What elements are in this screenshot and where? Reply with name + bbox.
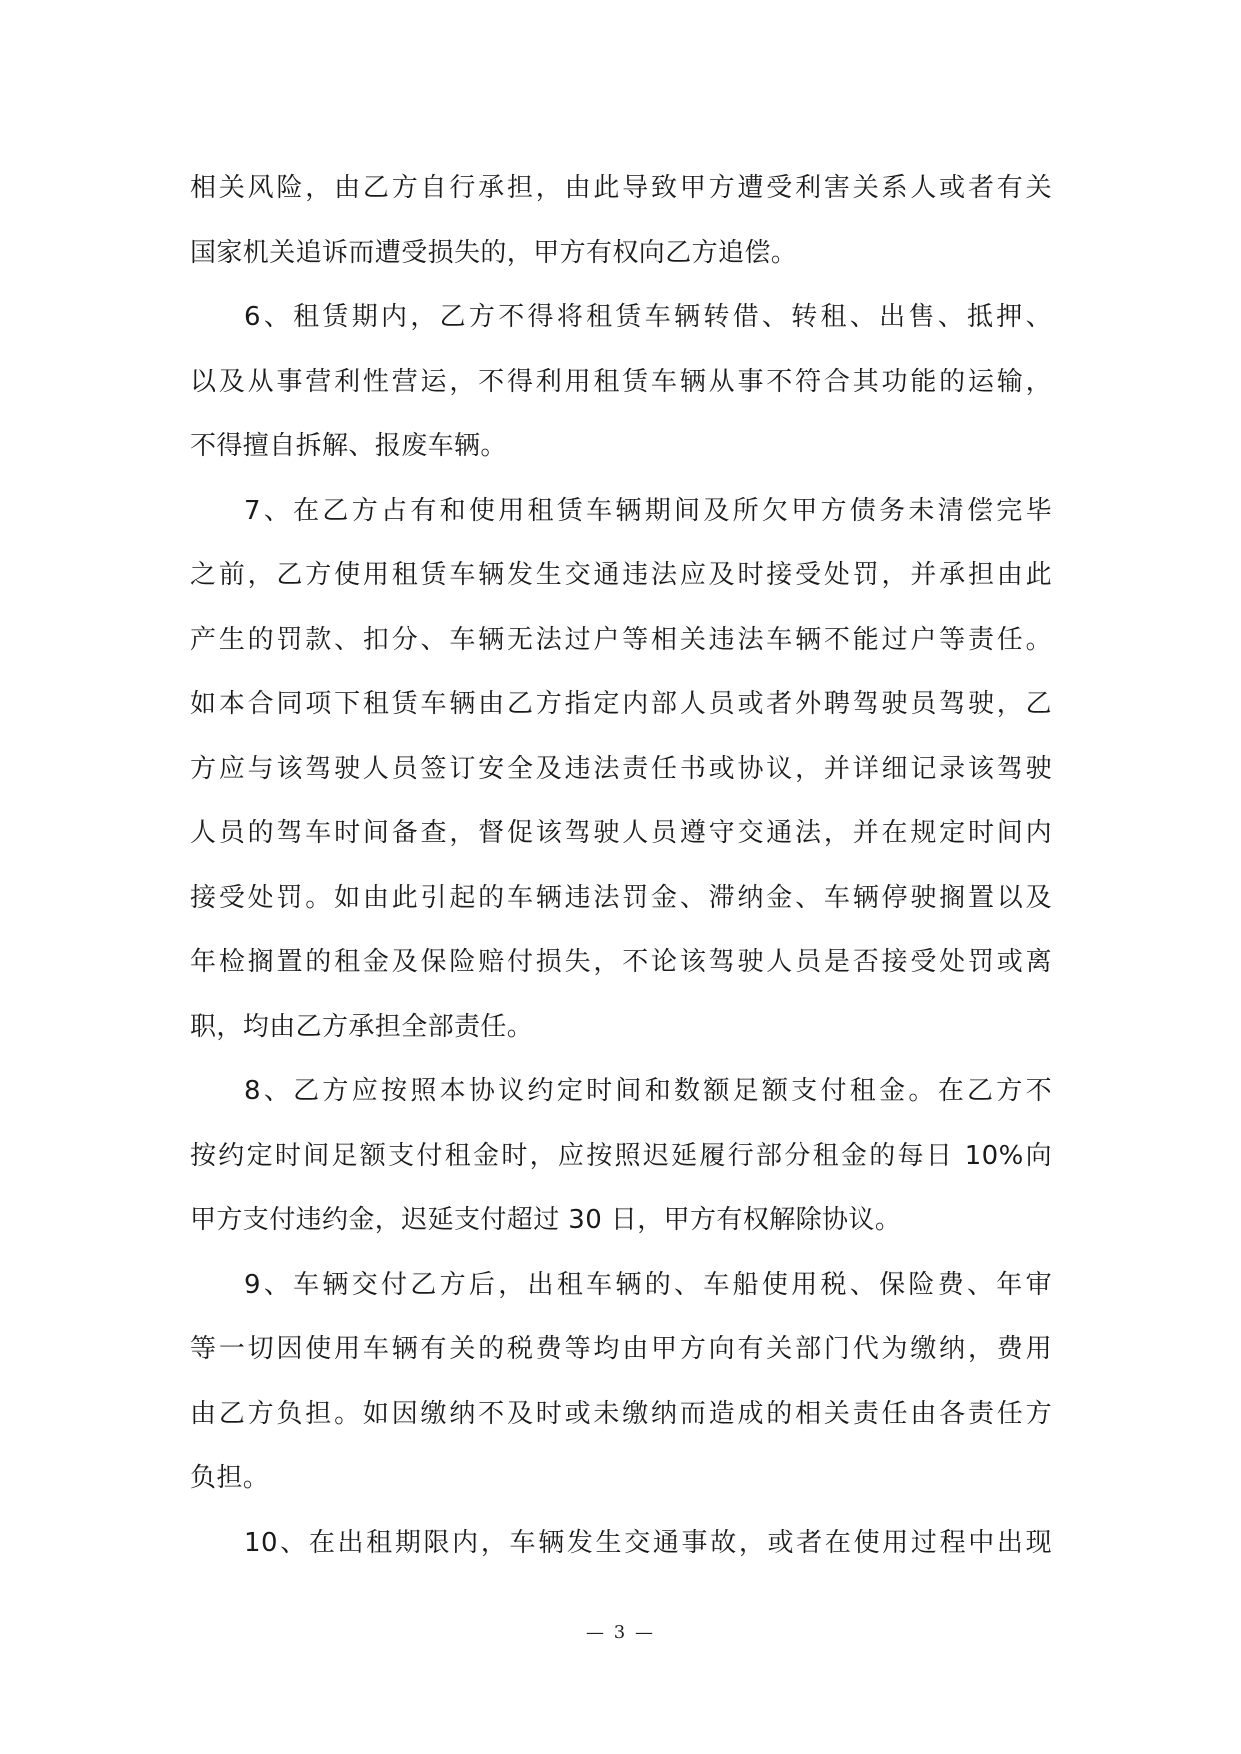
body-line: 接受处罚。如由此引起的车辆违法罚金、滞纳金、车辆停驶搁置以及 bbox=[190, 882, 1052, 913]
body-line: 按约定时间足额支付租金时，应按照迟延履行部分租金的每日 10%向 bbox=[190, 1140, 1052, 1171]
body-line: 职，均由乙方承担全部责任。 bbox=[190, 1011, 534, 1042]
body-line: 年检搁置的租金及保险赔付损失，不论该驾驶人员是否接受处罚或离 bbox=[190, 947, 1052, 977]
document-body bbox=[190, 156, 1052, 1575]
body-line: 6、租赁期内，乙方不得将租赁车辆转借、转租、出售、抵押、 bbox=[244, 302, 1052, 332]
body-line: 等一切因使用车辆有关的税费等均由甲方向有关部门代为缴纳，费用 bbox=[190, 1334, 1052, 1364]
body-line: 负担。 bbox=[190, 1463, 270, 1493]
body-line: 甲方支付违约金，迟延支付超过 30 日，甲方有权解除协议。 bbox=[190, 1205, 902, 1235]
body-line: 方应与该驾驶人员签订安全及违法责任书或协议，并详细记录该驾驶 bbox=[190, 753, 1052, 784]
body-line: 之前，乙方使用租赁车辆发生交通违法应及时接受处罚，并承担由此 bbox=[190, 560, 1052, 590]
body-line: 10、在出租期限内，车辆发生交通事故，或者在使用过程中出现 bbox=[244, 1527, 1052, 1558]
page-number: — 3 — bbox=[586, 1622, 655, 1643]
body-line: 国家机关追诉而遭受损失的，甲方有权向乙方追偿。 bbox=[190, 237, 798, 268]
body-line: 产生的罚款、扣分、车辆无法过户等相关违法车辆不能过户等责任。 bbox=[190, 624, 1052, 655]
body-line: 由乙方负担。如因缴纳不及时或未缴纳而造成的相关责任由各责任方 bbox=[190, 1398, 1052, 1429]
body-line: 如本合同项下租赁车辆由乙方指定内部人员或者外聘驾驶员驾驶，乙 bbox=[190, 689, 1052, 719]
body-line: 不得擅自拆解、报废车辆。 bbox=[190, 431, 507, 461]
body-line: 人员的驾车时间备查，督促该驾驶人员遵守交通法，并在规定时间内 bbox=[190, 818, 1052, 848]
body-line: 8、乙方应按照本协议约定时间和数额足额支付租金。在乙方不 bbox=[244, 1076, 1052, 1106]
body-line: 7、在乙方占有和使用租赁车辆期间及所欠甲方债务未清偿完毕 bbox=[244, 495, 1052, 526]
body-line: 9、车辆交付乙方后，出租车辆的、车船使用税、保险费、年审 bbox=[244, 1269, 1052, 1300]
body-line: 以及从事营利性营运，不得利用租赁车辆从事不符合其功能的运输， bbox=[190, 366, 1052, 397]
body-line: 相关风险，由乙方自行承担，由此导致甲方遭受利害关系人或者有关 bbox=[190, 173, 1052, 203]
